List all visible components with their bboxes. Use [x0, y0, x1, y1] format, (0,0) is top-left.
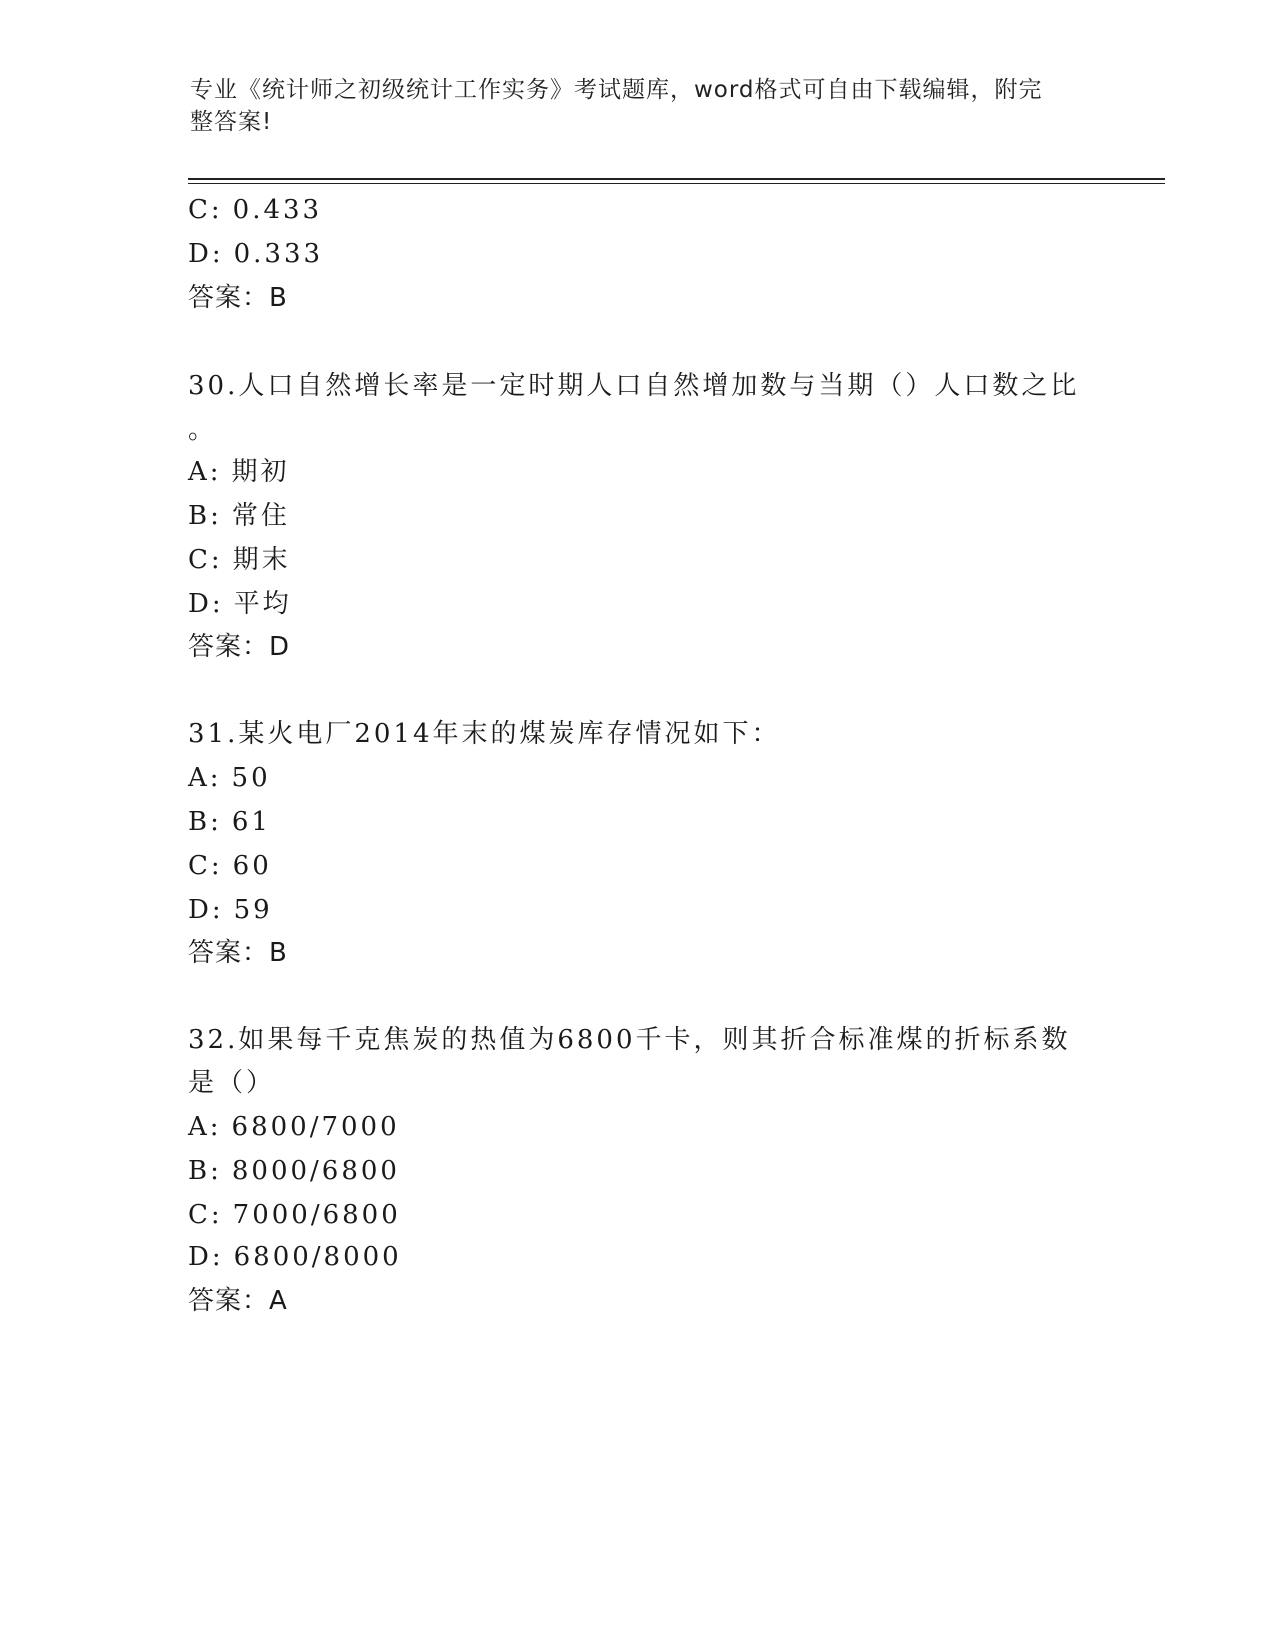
option-d [188, 893, 273, 927]
option-c [188, 543, 291, 577]
option-label: B: [188, 1156, 222, 1186]
option-b [188, 1154, 400, 1188]
option-c [188, 849, 272, 883]
option-c [188, 1198, 401, 1232]
option-c [188, 193, 322, 227]
option-d [188, 587, 292, 621]
option-value: 8000/6800 [231, 1156, 400, 1186]
answer: 答案：A [188, 1286, 288, 1316]
option-value: 期初 [231, 457, 290, 487]
option-label: A: [188, 457, 222, 487]
question-31-text: 31.某火电厂2014年末的煤炭库存情况如下： [188, 719, 781, 749]
question-30-text: 30.人口自然增长率是一定时期人口自然增加数与当期（）人口数之比 [188, 371, 1080, 401]
option-label: D: [188, 895, 224, 925]
option-label: B: [188, 501, 222, 531]
option-label: A: [188, 763, 222, 793]
answer: 答案：B [188, 938, 288, 968]
option-label: C: [188, 1200, 223, 1230]
option-a [188, 455, 290, 489]
option-label: D: [188, 1242, 224, 1272]
answer: 答案：D [188, 632, 291, 662]
option-b [188, 499, 290, 533]
option-d [188, 237, 323, 271]
option-value: 期末 [232, 545, 291, 575]
option-value: 50 [231, 763, 271, 793]
header-line-2: 整答案! [190, 109, 273, 135]
document-header [190, 74, 1090, 138]
option-a [188, 1110, 400, 1144]
header-divider [188, 178, 1165, 180]
header-line-1: 专业《统计师之初级统计工作实务》考试题库，word格式可自由下载编辑，附完 [190, 77, 1043, 103]
option-label: B: [188, 807, 222, 837]
option-value: 平均 [233, 589, 292, 619]
option-label: C: [188, 851, 223, 881]
option-value: 7000/6800 [232, 1200, 401, 1230]
option-label: C: [188, 195, 223, 225]
option-value: 6800/8000 [233, 1242, 402, 1272]
question-30-text-cont: 。 [188, 415, 218, 445]
option-b [188, 805, 271, 839]
option-value: 6800/7000 [231, 1112, 400, 1142]
option-label: D: [188, 239, 224, 269]
option-value: 60 [232, 851, 272, 881]
option-label: A: [188, 1112, 222, 1142]
option-d [188, 1240, 402, 1274]
option-value: 常住 [231, 501, 290, 531]
option-value: 61 [231, 807, 271, 837]
answer: 答案：B [188, 283, 288, 313]
question-32-text-cont: 是（） [188, 1068, 276, 1098]
header-divider-thin [188, 183, 1165, 184]
question-32-text: 32.如果每千克焦炭的热值为6800千卡，则其折合标准煤的折标系数 [188, 1025, 1071, 1055]
option-a [188, 761, 271, 795]
option-label: C: [188, 545, 223, 575]
option-value: 0.333 [233, 239, 324, 269]
option-label: D: [188, 589, 224, 619]
option-value: 59 [233, 895, 273, 925]
option-value: 0.433 [232, 195, 323, 225]
